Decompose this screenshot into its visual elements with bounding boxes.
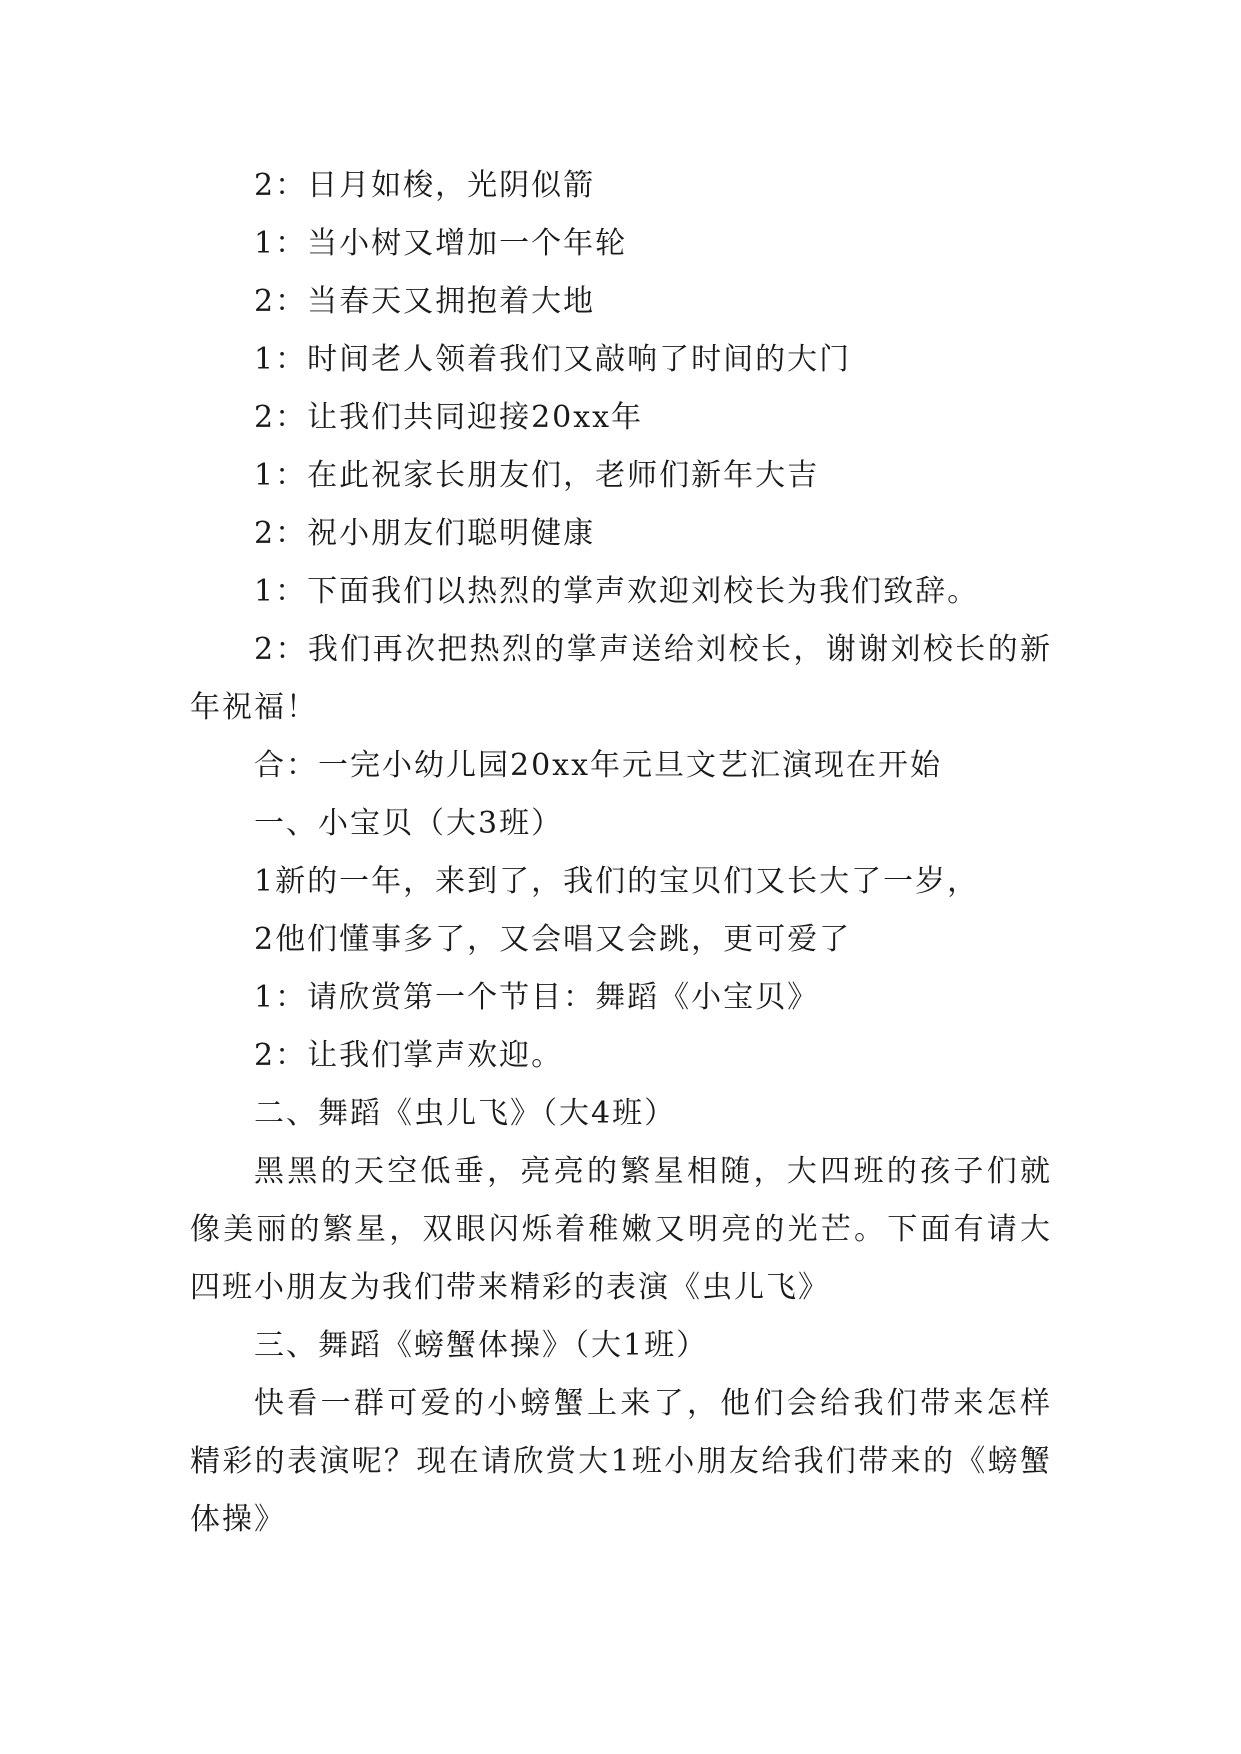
script-line: 2：我们再次把热烈的掌声送给刘校长，谢谢刘校长的新年祝福！ (190, 632, 1052, 725)
script-line: 1新的一年，来到了，我们的宝贝们又长大了一岁， (254, 864, 980, 899)
script-line: 2他们懂事多了，又会唱又会跳，更可爱了 (254, 922, 852, 957)
program-heading: 一、小宝贝（大3班） (254, 806, 564, 841)
script-line: 1：在此祝家长朋友们，老师们新年大吉 (254, 458, 820, 493)
script-line: 1：下面我们以热烈的掌声欢迎刘校长为我们致辞。 (254, 574, 980, 609)
program-intro: 黑黑的天空低垂，亮亮的繁星相随，大四班的孩子们就像美丽的繁星，双眼闪烁着稚嫩又明亮的光芒。下面有请大四班小朋友为我们带来精彩的表演《虫儿飞》 (190, 1154, 1052, 1305)
program-heading: 三、舞蹈《螃蟹体操》（大1班） (254, 1328, 709, 1363)
script-line: 2：日月如梭，光阴似箭 (254, 168, 596, 203)
script-line: 1：时间老人领着我们又敲响了时间的大门 (254, 342, 852, 377)
document-body (190, 157, 1052, 1549)
script-line: 2：让我们共同迎接20xx年 (254, 400, 644, 435)
script-line: 2：祝小朋友们聪明健康 (254, 516, 596, 551)
script-line: 1：当小树又增加一个年轮 (254, 226, 628, 261)
script-line: 2：让我们掌声欢迎。 (254, 1038, 564, 1073)
script-line: 1：请欣赏第一个节目：舞蹈《小宝贝》 (254, 980, 820, 1015)
program-intro: 快看一群可爱的小螃蟹上来了，他们会给我们带来怎样精彩的表演呢？现在请欣赏大1班小朋友给我们带来的《螃蟹体操》 (190, 1386, 1052, 1537)
script-line: 合：一完小幼儿园20xx年元旦文艺汇演现在开始 (254, 748, 943, 783)
script-line: 2：当春天又拥抱着大地 (254, 284, 596, 319)
program-heading: 二、舞蹈《虫儿飞》（大4班） (254, 1096, 677, 1131)
